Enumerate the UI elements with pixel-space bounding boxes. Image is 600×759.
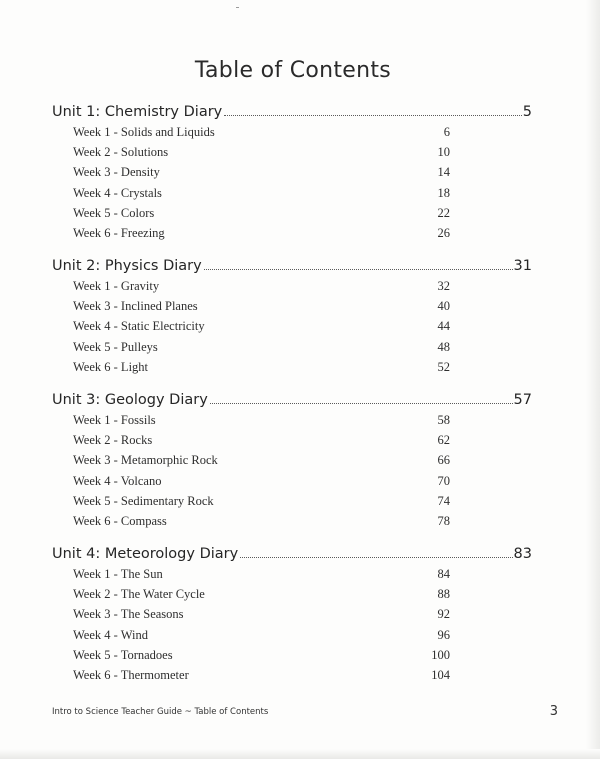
footer-text: Intro to Science Teacher Guide ~ Table of Contents [52, 707, 269, 717]
week-page-number: 14 [437, 165, 450, 180]
week-page-number: 10 [437, 145, 450, 160]
week-page-number: 58 [437, 413, 450, 427]
page-title: Table of Contents [194, 58, 392, 83]
unit-page-number: 31 [513, 258, 532, 274]
unit-page-number: 83 [513, 546, 532, 562]
week-label: Week 5 - Sedimentary Rock [73, 493, 214, 508]
week-entry [52, 646, 532, 666]
week-label: Week 6 - Compass [73, 513, 167, 528]
week-page-number: 100 [431, 647, 450, 662]
week-page-number: 74 [437, 493, 450, 508]
unit-section-meteorology [52, 538, 532, 686]
week-entry [52, 358, 532, 378]
week-label: Week 2 - Solutions [73, 145, 169, 160]
week-page-number: 62 [437, 433, 450, 448]
week-entry [52, 338, 532, 358]
week-page-number: 22 [437, 205, 450, 220]
week-entry [52, 277, 532, 297]
unit-title: Unit 4: Meteorology Diary [52, 546, 239, 562]
week-entry [52, 317, 532, 337]
week-label: Week 5 - Pulleys [73, 339, 158, 354]
week-label: Week 1 - Gravity [73, 279, 160, 293]
week-entry [52, 204, 532, 224]
week-page-number: 78 [437, 513, 450, 528]
unit-title: Unit 3: Geology Diary [52, 392, 208, 408]
unit-heading [52, 250, 532, 274]
unit-section-physics [52, 250, 532, 378]
dot-leader [240, 557, 512, 558]
week-label: Week 1 - Solids and Liquids [73, 125, 215, 139]
week-page-number: 6 [443, 125, 450, 139]
week-label: Week 4 - Static Electricity [73, 319, 205, 334]
week-label: Week 4 - Volcano [73, 473, 162, 488]
week-entry [52, 626, 532, 646]
unit-title: Unit 1: Chemistry Diary [52, 104, 223, 120]
unit-page-number: 5 [522, 104, 532, 120]
week-entry [52, 163, 532, 183]
week-entry [52, 666, 532, 686]
unit-heading [52, 384, 532, 408]
week-label: Week 6 - Thermometer [73, 667, 189, 682]
week-label: Week 1 - The Sun [73, 567, 163, 581]
week-page-number: 66 [437, 453, 450, 468]
week-page-number: 70 [437, 473, 450, 488]
page-footer [0, 704, 600, 724]
week-page-number: 52 [437, 359, 450, 374]
week-page-number: 84 [437, 567, 450, 581]
unit-section-chemistry [52, 96, 532, 244]
week-page-number: 40 [437, 299, 450, 314]
week-label: Week 4 - Crystals [73, 185, 162, 200]
week-entry [52, 512, 532, 532]
week-entry [52, 565, 532, 585]
week-entry [52, 224, 532, 244]
scan-edge-shadow [586, 0, 600, 759]
week-label: Week 3 - The Seasons [73, 607, 184, 622]
week-page-number: 104 [431, 667, 450, 682]
week-page-number: 88 [437, 587, 450, 602]
week-entry [52, 411, 532, 431]
dot-leader [204, 269, 513, 270]
week-label: Week 2 - Rocks [73, 433, 153, 448]
unit-heading [52, 538, 532, 562]
week-entry [52, 605, 532, 625]
week-page-number: 44 [437, 319, 450, 334]
week-label: Week 3 - Metamorphic Rock [73, 453, 218, 468]
unit-section-geology [52, 384, 532, 532]
dot-leader [224, 115, 522, 116]
unit-heading [52, 96, 532, 120]
week-label: Week 5 - Colors [73, 205, 155, 220]
week-page-number: 32 [437, 279, 450, 293]
scan-speck [236, 7, 239, 8]
week-entry [52, 472, 532, 492]
week-label: Week 3 - Inclined Planes [73, 299, 198, 314]
week-label: Week 1 - Fossils [73, 413, 156, 427]
week-label: Week 6 - Freezing [73, 225, 165, 240]
unit-title: Unit 2: Physics Diary [52, 258, 202, 274]
week-label: Week 2 - The Water Cycle [73, 587, 205, 602]
week-label: Week 5 - Tornadoes [73, 647, 173, 662]
week-entry [52, 585, 532, 605]
week-entry [52, 431, 532, 451]
week-entry [52, 451, 532, 471]
week-entry [52, 123, 532, 143]
week-label: Week 3 - Density [73, 165, 160, 180]
week-entry [52, 297, 532, 317]
page-number: 3 [549, 704, 558, 719]
week-page-number: 92 [437, 607, 450, 622]
scan-edge-shadow [0, 749, 600, 759]
week-page-number: 96 [437, 627, 450, 642]
week-entry [52, 184, 532, 204]
week-page-number: 18 [437, 185, 450, 200]
dot-leader [210, 403, 513, 404]
week-label: Week 4 - Wind [73, 627, 148, 642]
unit-page-number: 57 [513, 392, 532, 408]
week-page-number: 48 [437, 339, 450, 354]
week-entry [52, 492, 532, 512]
week-entry [52, 143, 532, 163]
week-page-number: 26 [437, 225, 450, 240]
week-label: Week 6 - Light [73, 359, 149, 374]
